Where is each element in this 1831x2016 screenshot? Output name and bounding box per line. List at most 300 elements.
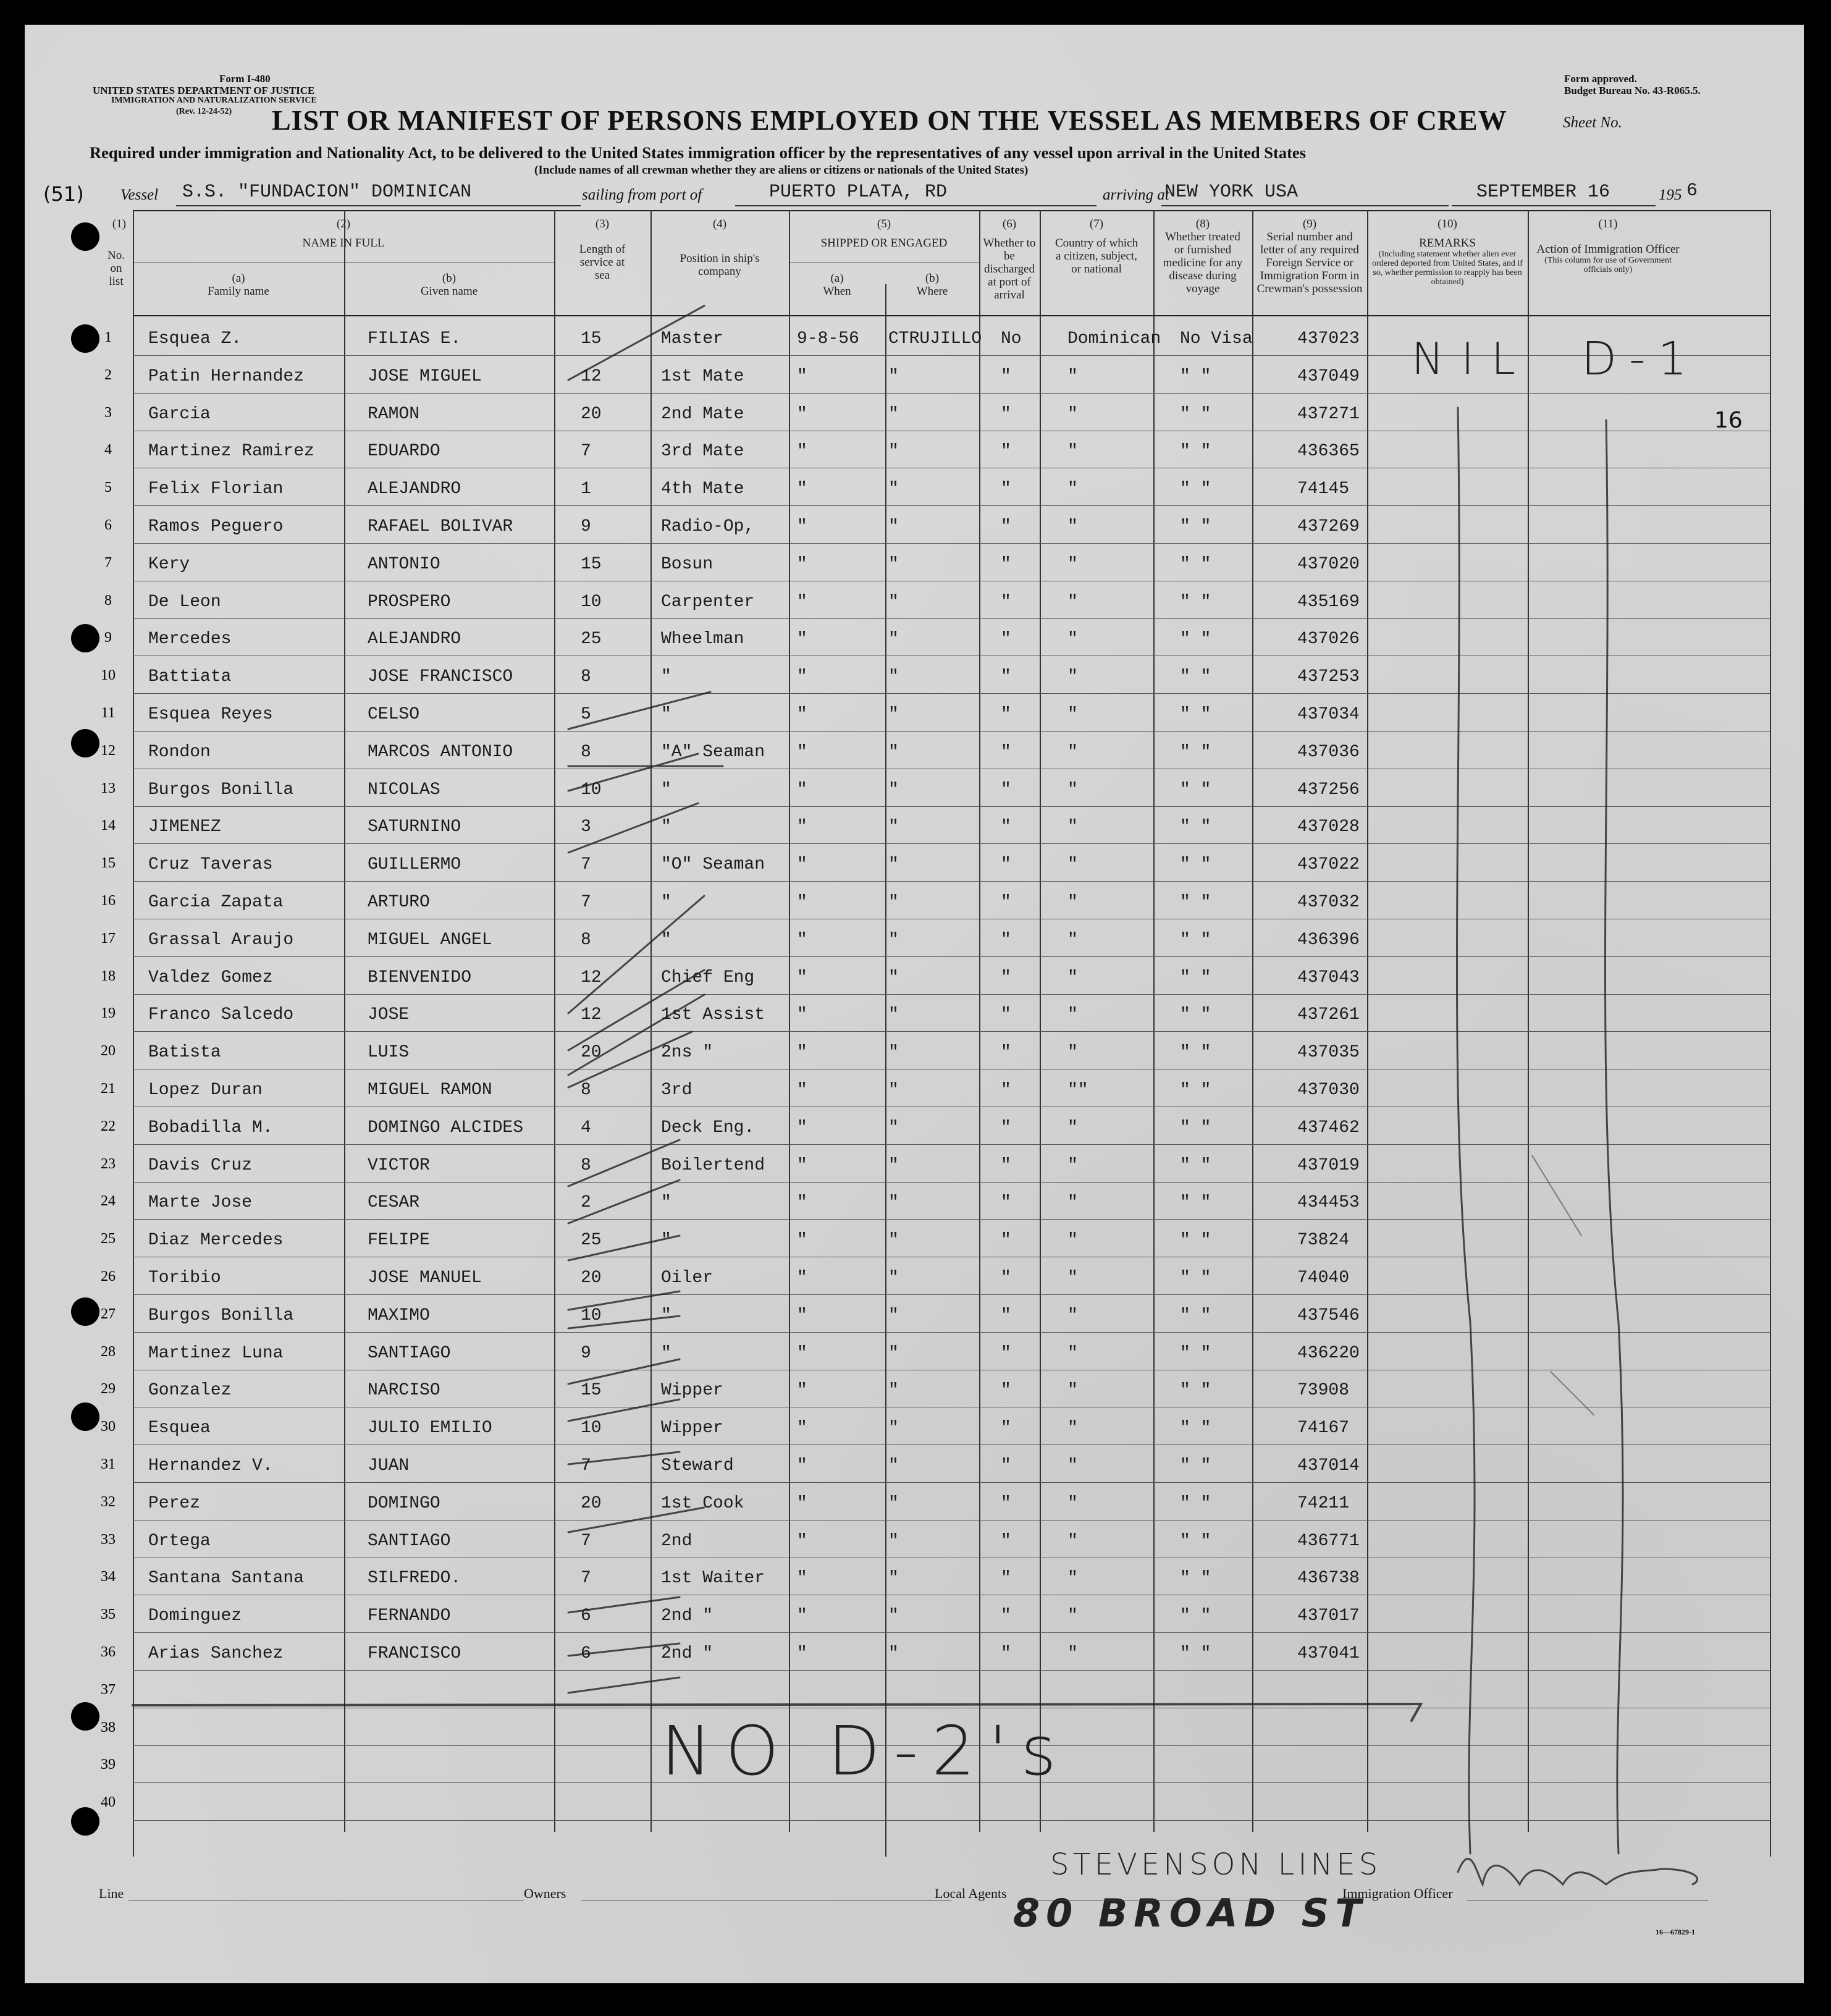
shipped-where-cell: " (888, 592, 899, 612)
medicine-cell: " " (1180, 1569, 1211, 1588)
medicine-cell: " " (1180, 479, 1211, 499)
shipped-when-cell: " (797, 1531, 807, 1551)
shipped-when-cell: " (797, 517, 807, 536)
shipped-when-cell: " (797, 1456, 807, 1475)
position-cell: 2ns " (661, 1043, 713, 1063)
shipped-when-cell: " (797, 893, 807, 912)
serial-number-cell: 73824 (1297, 1231, 1350, 1251)
shipped-when-cell: " (797, 1606, 807, 1626)
serial-number-cell: 437014 (1297, 1456, 1360, 1475)
serial-number-cell: 437028 (1297, 817, 1360, 837)
discharge-cell: " (1001, 1606, 1011, 1626)
col7-header: (7) Country of which a citizen, subject, or national (1054, 217, 1139, 276)
discharge-cell: " (1001, 592, 1011, 612)
row-number: 3 (104, 404, 112, 421)
row-number: 29 (101, 1381, 116, 1398)
position-cell: Chief Eng (661, 968, 755, 987)
discharge-cell: " (1001, 630, 1011, 649)
include-statement: (Include names of all crewman whether they are aliens or citizens or nationals of the United States) (534, 164, 1029, 177)
manifest-sheet (25, 25, 1804, 1983)
col2b-header: (b) Given name (420, 272, 478, 298)
given-name-cell: MARCOS ANTONIO (368, 742, 513, 762)
row-number: 9 (104, 630, 112, 646)
given-name-cell: SANTIAGO (368, 1531, 451, 1551)
serial-number-cell: 437019 (1297, 1155, 1360, 1175)
col6-header: (6) Whether to be discharged at port of arrival (983, 217, 1036, 302)
serial-number-cell: 437030 (1297, 1081, 1360, 1100)
medicine-cell: " " (1180, 1305, 1211, 1325)
shipped-where-cell: " (888, 968, 899, 987)
country-cell: " (1067, 554, 1078, 574)
family-name-cell: Marte Jose (148, 1193, 253, 1213)
medicine-cell: " " (1180, 517, 1211, 536)
position-cell: Radio-Op, (661, 517, 755, 536)
discharge-cell: " (1001, 1043, 1011, 1063)
medicine-cell: " " (1180, 1005, 1211, 1025)
shipped-when-cell: 9-8-56 (797, 329, 859, 348)
discharge-cell: " (1001, 1005, 1011, 1025)
shipped-where-cell: " (888, 1268, 899, 1288)
given-name-cell: SILFREDO. (368, 1569, 461, 1588)
serial-number-cell: 437035 (1297, 1043, 1360, 1063)
form-approved: Form approved. (1564, 73, 1637, 85)
service-length-cell: 10 (581, 592, 602, 612)
discharge-cell: " (1001, 1118, 1011, 1137)
position-cell: " (661, 780, 671, 799)
country-cell: "" (1067, 1081, 1088, 1100)
position-cell: Deck Eng. (661, 1118, 755, 1137)
country-cell: " (1067, 404, 1078, 424)
service-length-cell: 7 (581, 1569, 591, 1588)
family-name-cell: Cruz Taveras (148, 855, 273, 875)
row-number: 11 (101, 705, 116, 721)
row-number: 35 (101, 1606, 116, 1623)
shipped-when-cell: " (797, 1193, 807, 1213)
serial-number-cell: 437036 (1297, 742, 1360, 762)
medicine-cell: " " (1180, 1043, 1211, 1063)
service-length-cell: 12 (581, 968, 602, 987)
position-cell: " (661, 667, 671, 687)
serial-number-cell: 437261 (1297, 1005, 1360, 1025)
family-name-cell: Rondon (148, 742, 211, 762)
given-name-cell: NICOLAS (368, 780, 440, 799)
medicine-cell: " " (1180, 893, 1211, 912)
arriving-label: arriving at (1103, 187, 1169, 203)
country-cell: " (1067, 1155, 1078, 1175)
shipped-where-cell: " (888, 667, 899, 687)
shipped-when-cell: " (797, 1305, 807, 1325)
row-number: 23 (101, 1155, 116, 1172)
given-name-cell: SANTIAGO (368, 1343, 451, 1363)
discharge-cell: " (1001, 1081, 1011, 1100)
position-cell: Steward (661, 1456, 734, 1475)
medicine-cell: " " (1180, 554, 1211, 574)
discharge-cell: " (1001, 366, 1011, 386)
service-length-cell: 15 (581, 329, 602, 348)
shipped-where-cell: " (888, 442, 899, 462)
medicine-cell: No Visa (1180, 329, 1253, 348)
shipped-where-cell: CTRUJILLO (888, 329, 982, 348)
discharge-cell: " (1001, 1644, 1011, 1663)
given-name-cell: ANTONIO (368, 554, 440, 574)
position-cell: 1st Waiter (661, 1569, 765, 1588)
medicine-cell: " " (1180, 366, 1211, 386)
country-cell: " (1067, 968, 1078, 987)
family-name-cell: Gonzalez (148, 1381, 232, 1401)
given-name-cell: PROSPERO (368, 592, 451, 612)
service-length-cell: 10 (581, 1419, 602, 1438)
serial-number-cell: 437256 (1297, 780, 1360, 799)
family-name-cell: Battiata (148, 667, 232, 687)
service-length-cell: 12 (581, 366, 602, 386)
service-length-cell: 7 (581, 1531, 591, 1551)
shipped-where-cell: " (888, 742, 899, 762)
shipped-when-cell: " (797, 1118, 807, 1137)
row-number: 39 (101, 1757, 116, 1773)
serial-number-cell: 437269 (1297, 517, 1360, 536)
col9-header: (9) Serial number and letter of any required Foreign Service or Immigration Form in Crewman's possession (1256, 217, 1363, 295)
year-digit: 6 (1686, 180, 1698, 201)
given-name-cell: DOMINGO (368, 1493, 440, 1513)
position-cell: 2nd Mate (661, 404, 744, 424)
shipped-where-cell: " (888, 1381, 899, 1401)
printer-code: 16—67829-1 (1656, 1928, 1695, 1936)
discharge-cell: " (1001, 1305, 1011, 1325)
shipped-when-cell: " (797, 1493, 807, 1513)
position-cell: Boilertend (661, 1155, 765, 1175)
shipped-where-cell: " (888, 1419, 899, 1438)
given-name-cell: CELSO (368, 705, 420, 724)
family-name-cell: Kery (148, 554, 190, 574)
serial-number-cell: 437271 (1297, 404, 1360, 424)
col3-header: (3) Length of service at sea (579, 217, 626, 282)
position-cell: 1st Cook (661, 1493, 744, 1513)
shipped-where-cell: " (888, 1118, 899, 1137)
family-name-cell: Santana Santana (148, 1569, 305, 1588)
shipped-where-cell: " (888, 1155, 899, 1175)
serial-number-cell: 437253 (1297, 667, 1360, 687)
discharge-cell: " (1001, 517, 1011, 536)
shipped-when-cell: " (797, 1569, 807, 1588)
row-number: 37 (101, 1681, 116, 1698)
family-name-cell: Ramos Peguero (148, 517, 284, 536)
shipped-when-cell: " (797, 780, 807, 799)
shipped-where-cell: " (888, 705, 899, 724)
serial-number-cell: 436220 (1297, 1343, 1360, 1363)
position-cell: Wipper (661, 1381, 723, 1401)
country-cell: " (1067, 592, 1078, 612)
shipped-where-cell: " (888, 517, 899, 536)
family-name-cell: Batista (148, 1043, 221, 1063)
family-name-cell: Valdez Gomez (148, 968, 273, 987)
vessel-label: Vessel (120, 187, 159, 203)
discharge-cell: " (1001, 855, 1011, 875)
row-number: 16 (101, 893, 116, 909)
country-cell: " (1067, 1005, 1078, 1025)
position-cell: 1st Assist (661, 1005, 765, 1025)
medicine-cell: " " (1180, 404, 1211, 424)
country-cell: " (1067, 780, 1078, 799)
given-name-cell: ARTURO (368, 893, 430, 912)
shipped-when-cell: " (797, 1268, 807, 1288)
country-cell: " (1067, 893, 1078, 912)
given-name-cell: ALEJANDRO (368, 630, 461, 649)
service-length-cell: 9 (581, 517, 591, 536)
medicine-cell: " " (1180, 630, 1211, 649)
row-number: 31 (101, 1456, 116, 1472)
family-name-cell: De Leon (148, 592, 221, 612)
given-name-cell: MIGUEL RAMON (368, 1081, 492, 1100)
family-name-cell: Burgos Bonilla (148, 1305, 294, 1325)
family-name-cell: Grassal Araujo (148, 930, 294, 950)
service-length-cell: 15 (581, 554, 602, 574)
col2-header: (2) NAME IN FULL (302, 217, 385, 250)
discharge-cell: " (1001, 893, 1011, 912)
country-cell: " (1067, 1343, 1078, 1363)
position-cell: Oiler (661, 1268, 713, 1288)
serial-number-cell: 437041 (1297, 1644, 1360, 1663)
shipped-where-cell: " (888, 1005, 899, 1025)
serial-number-cell: 74145 (1297, 479, 1350, 499)
medicine-cell: " " (1180, 442, 1211, 462)
discharge-cell: " (1001, 1493, 1011, 1513)
shipped-where-cell: " (888, 817, 899, 837)
medicine-cell: " " (1180, 1081, 1211, 1100)
row-number: 15 (101, 855, 116, 872)
medicine-cell: " " (1180, 930, 1211, 950)
row-number: 8 (104, 592, 112, 609)
col11-header: (11) Action of Immigration Officer (This column for use of Government officials only) (1536, 217, 1680, 274)
footer-officer-label: Immigration Officer (1342, 1886, 1453, 1901)
shipped-where-cell: " (888, 930, 899, 950)
row-number: 25 (101, 1231, 116, 1247)
given-name-cell: BIENVENIDO (368, 968, 472, 987)
given-name-cell: NARCISO (368, 1381, 440, 1401)
discharge-cell: " (1001, 817, 1011, 837)
service-length-cell: 8 (581, 930, 591, 950)
discharge-cell: " (1001, 1268, 1011, 1288)
family-name-cell: Esquea (148, 1419, 211, 1438)
family-name-cell: JIMENEZ (148, 817, 221, 837)
shipped-where-cell: " (888, 1305, 899, 1325)
country-cell: " (1067, 517, 1078, 536)
row-number: 20 (101, 1043, 116, 1060)
service-length-cell: 8 (581, 1081, 591, 1100)
given-name-cell: GUILLERMO (368, 855, 461, 875)
arrival-date: SEPTEMBER 16 (1476, 182, 1610, 203)
shipped-when-cell: " (797, 1043, 807, 1063)
family-name-cell: Garcia Zapata (148, 893, 284, 912)
medicine-cell: " " (1180, 1231, 1211, 1251)
position-cell: " (661, 1305, 671, 1325)
shipped-when-cell: " (797, 930, 807, 950)
country-cell: " (1067, 817, 1078, 837)
shipped-when-cell: " (797, 592, 807, 612)
row-number: 36 (101, 1644, 116, 1660)
position-cell: "O" Seaman (661, 855, 765, 875)
country-cell: " (1067, 1569, 1078, 1588)
col1-header: (1) No. on list (107, 217, 127, 288)
discharge-cell: " (1001, 1456, 1011, 1475)
shipped-where-cell: " (888, 1193, 899, 1213)
given-name-cell: FRANCISCO (368, 1644, 461, 1663)
discharge-cell: " (1001, 442, 1011, 462)
position-cell: Bosun (661, 554, 713, 574)
medicine-cell: " " (1180, 742, 1211, 762)
country-cell: " (1067, 1531, 1078, 1551)
discharge-cell: " (1001, 705, 1011, 724)
row-number: 2 (104, 366, 112, 383)
footer-owners-label: Owners (524, 1886, 566, 1901)
pen-marks (25, 25, 1804, 1983)
discharge-cell: " (1001, 742, 1011, 762)
discharge-cell: " (1001, 1381, 1011, 1401)
discharge-cell: " (1001, 404, 1011, 424)
family-name-cell: Garcia (148, 404, 211, 424)
service-length-cell: 15 (581, 1381, 602, 1401)
family-name-cell: Davis Cruz (148, 1155, 253, 1175)
shipped-where-cell: " (888, 780, 899, 799)
shipped-when-cell: " (797, 742, 807, 762)
serial-number-cell: 434453 (1297, 1193, 1360, 1213)
position-cell: " (661, 817, 671, 837)
position-cell: 1st Mate (661, 366, 744, 386)
service-length-cell: 5 (581, 705, 591, 724)
shipped-when-cell: " (797, 1381, 807, 1401)
shipped-when-cell: " (797, 1419, 807, 1438)
medicine-cell: " " (1180, 667, 1211, 687)
sheet-label: Sheet No. (1563, 114, 1622, 131)
shipped-where-cell: " (888, 404, 899, 424)
service-length-cell: 2 (581, 1193, 591, 1213)
serial-number-cell: 437043 (1297, 968, 1360, 987)
serial-number-cell: 437032 (1297, 893, 1360, 912)
shipped-when-cell: " (797, 1005, 807, 1025)
medicine-cell: " " (1180, 705, 1211, 724)
country-cell: " (1067, 1231, 1078, 1251)
shipped-when-cell: " (797, 1081, 807, 1100)
shipped-when-cell: " (797, 366, 807, 386)
discharge-cell: " (1001, 1419, 1011, 1438)
country-cell: " (1067, 1381, 1078, 1401)
position-cell: "A" Seaman (661, 742, 765, 762)
family-name-cell: Esquea Reyes (148, 705, 273, 724)
discharge-cell: " (1001, 1343, 1011, 1363)
country-cell: " (1067, 366, 1078, 386)
serial-number-cell: 437023 (1297, 329, 1360, 348)
service-length-cell: 6 (581, 1606, 591, 1626)
medicine-cell: " " (1180, 817, 1211, 837)
service-length-cell: 25 (581, 1231, 602, 1251)
discharge-cell: " (1001, 930, 1011, 950)
position-cell: " (661, 705, 671, 724)
country-cell: " (1067, 742, 1078, 762)
shipped-where-cell: " (888, 893, 899, 912)
position-cell: 2nd " (661, 1606, 713, 1626)
family-name-cell: Felix Florian (148, 479, 284, 499)
serial-number-cell: 74211 (1297, 1493, 1350, 1513)
shipped-when-cell: " (797, 630, 807, 649)
country-cell: " (1067, 479, 1078, 499)
country-cell: Dominican (1067, 329, 1161, 348)
col4-header: (4) Position in ship's company (680, 217, 760, 278)
form-title: LIST OR MANIFEST OF PERSONS EMPLOYED ON THE VESSEL AS MEMBERS OF CREW (272, 104, 1507, 136)
country-cell: " (1067, 930, 1078, 950)
budget-bureau: Budget Bureau No. 43-R065.5. (1564, 85, 1701, 96)
given-name-cell: RAMON (368, 404, 420, 424)
col5a-header: (a) When (823, 272, 851, 298)
serial-number-cell: 437020 (1297, 554, 1360, 574)
family-name-cell: Perez (148, 1493, 201, 1513)
given-name-cell: EDUARDO (368, 442, 440, 462)
row-number: 14 (101, 817, 116, 834)
service-length-cell: 7 (581, 1456, 591, 1475)
row-number: 5 (104, 479, 112, 496)
family-name-cell: Martinez Ramirez (148, 442, 314, 462)
page-mark: (51) (43, 182, 84, 206)
position-cell: " (661, 1343, 671, 1363)
family-name-cell: Ortega (148, 1531, 211, 1551)
medicine-cell: " " (1180, 1419, 1211, 1438)
country-cell: " (1067, 1268, 1078, 1288)
family-name-cell: Bobadilla M. (148, 1118, 273, 1137)
required-statement: Required under immigration and Nationality Act, to be delivered to the United States immigration officer by the representatives of any vessel upon arrival in the United States (90, 143, 1306, 162)
row-number: 40 (101, 1794, 116, 1811)
family-name-cell: Lopez Duran (148, 1081, 263, 1100)
country-cell: " (1067, 630, 1078, 649)
family-name-cell: Franco Salcedo (148, 1005, 294, 1025)
side-mark: 16 (1714, 408, 1743, 433)
serial-number-cell: 436771 (1297, 1531, 1360, 1551)
discharge-cell: " (1001, 1569, 1011, 1588)
shipped-when-cell: " (797, 667, 807, 687)
serial-number-cell: 74040 (1297, 1268, 1350, 1288)
shipped-where-cell: " (888, 1081, 899, 1100)
medicine-cell: " " (1180, 592, 1211, 612)
position-cell: 2nd " (661, 1644, 713, 1663)
country-cell: " (1067, 1419, 1078, 1438)
given-name-cell: MIGUEL ANGEL (368, 930, 492, 950)
col5b-header: (b) Where (916, 272, 948, 298)
service-length-cell: 8 (581, 667, 591, 687)
family-name-cell: Dominguez (148, 1606, 242, 1626)
service-length-cell: 20 (581, 404, 602, 424)
country-cell: " (1067, 705, 1078, 724)
row-number: 26 (101, 1268, 116, 1284)
shipped-where-cell: " (888, 1569, 899, 1588)
country-cell: " (1067, 1305, 1078, 1325)
position-cell: Wipper (661, 1419, 723, 1438)
country-cell: " (1067, 1193, 1078, 1213)
shipped-where-cell: " (888, 366, 899, 386)
year-prefix: 195 (1659, 187, 1682, 203)
given-name-cell: FELIPE (368, 1231, 430, 1251)
vessel-name: S.S. "FUNDACION" DOMINICAN (182, 182, 472, 203)
country-cell: " (1067, 1118, 1078, 1137)
medicine-cell: " " (1180, 968, 1211, 987)
discharge-cell: " (1001, 780, 1011, 799)
medicine-cell: " " (1180, 1493, 1211, 1513)
discharge-cell: " (1001, 479, 1011, 499)
arrival-port: NEW YORK USA (1164, 182, 1299, 203)
given-name-cell: FILIAS E. (368, 329, 461, 348)
col8-header: (8) Whether treated or furnished medicine for any disease during voyage (1163, 217, 1243, 295)
family-name-cell: Toribio (148, 1268, 221, 1288)
shipped-when-cell: " (797, 1155, 807, 1175)
shipped-where-cell: " (888, 1456, 899, 1475)
serial-number-cell: 437017 (1297, 1606, 1360, 1626)
medicine-cell: " " (1180, 855, 1211, 875)
